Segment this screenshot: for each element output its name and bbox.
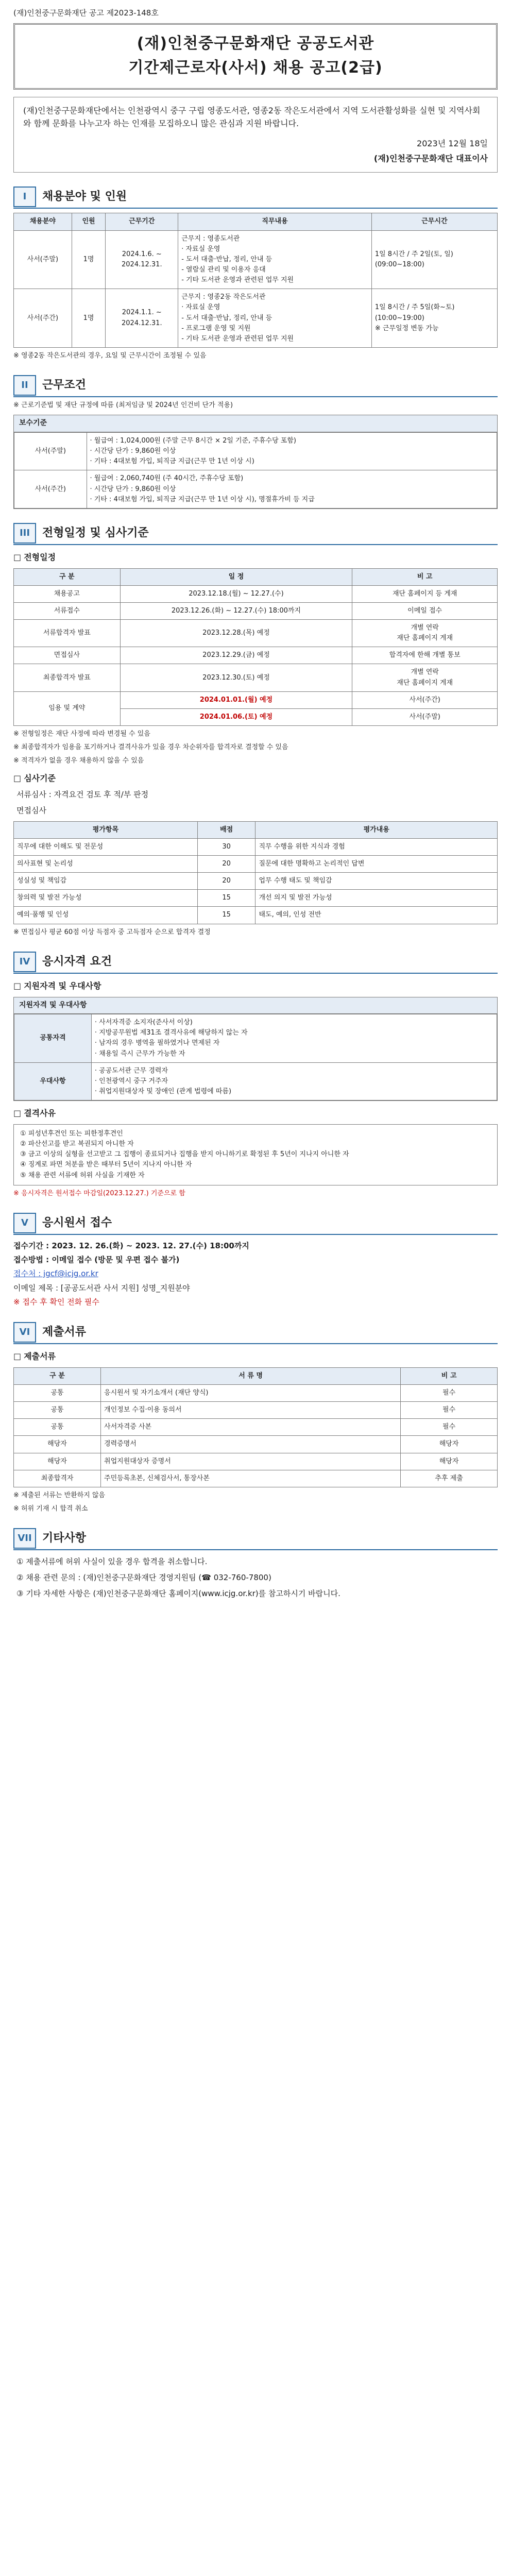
table-row <box>14 1062 497 1100</box>
recruit-duty: 근무지 : 영종2동 작은도서관 · 자료실 운영 - 도서 대출·반납, 정리, 안내 등 - 프로그램 운영 및 지원 - 기타 도서관 운영과 관련된 업무 지원 <box>178 289 372 348</box>
section-number: II <box>13 375 36 396</box>
conditions-field: 사서(주말) <box>14 432 87 470</box>
criteria-cell: 20 <box>197 873 256 890</box>
table-row <box>14 838 498 855</box>
section-recruit <box>13 186 498 361</box>
recruit-table <box>13 213 498 348</box>
schedule-cell: 개별 연락 재단 홈페이지 게재 <box>352 620 498 647</box>
recruit-count: 1명 <box>72 289 106 348</box>
defects-subtitle: □ 결격사유 <box>13 1107 498 1120</box>
docs-cell: 주민등록초본, 신체검사서, 통장사본 <box>101 1470 401 1487</box>
section-title: 기타사항 <box>42 1532 87 1545</box>
docs-cell: 공통 <box>14 1385 101 1402</box>
criteria-header: 평가내용 <box>256 821 498 838</box>
list-item: ② 파산선고를 받고 복권되지 아니한 자 <box>20 1140 134 1148</box>
table-row <box>14 1014 497 1063</box>
table-row <box>14 1402 498 1419</box>
docs-cell: 사서자격증 사본 <box>101 1419 401 1436</box>
qualify-table <box>14 1014 497 1100</box>
docs-cell: 공통 <box>14 1419 101 1436</box>
misc-item: ① 제출서류에 허위 사실이 있을 경우 합격을 취소합니다. <box>16 1557 208 1567</box>
schedule-cell: 2023.12.26.(화) ~ 12.27.(수) 18:00까지 <box>120 602 352 619</box>
apply-item: 이메일 제목 : [공공도서관 사서 지원] 성명_지원분야 <box>13 1283 190 1293</box>
section-number: III <box>13 523 36 544</box>
intro-box <box>13 97 498 173</box>
recruit-duty: 근무지 : 영종도서관 · 자료실 운영 - 도서 대출·반납, 정리, 안내 등 - 열람실 관리 및 이용자 응대 - 기타 도서관 운영과 관련된 업무 지원 <box>178 230 372 289</box>
criteria-cell: 성실성 및 책임감 <box>14 873 198 890</box>
qualify-key: 공통자격 <box>14 1014 92 1063</box>
table-row <box>14 620 498 647</box>
criteria-header: 배점 <box>197 821 256 838</box>
schedule-cell: 최종합격자 발표 <box>14 664 121 691</box>
table-row <box>14 432 497 470</box>
schedule-cell: 서류접수 <box>14 602 121 619</box>
schedule-header: 비 고 <box>352 568 498 585</box>
schedule-note: ※ 전형일정은 재단 사정에 따라 변경될 수 있음 <box>13 730 150 738</box>
section-number: VI <box>13 1322 36 1343</box>
section-apply <box>13 1212 498 1308</box>
conditions-note: ※ 근로기준법 및 재단 규정에 따름 (최저임금 및 2024년 인건비 단가 적용) <box>13 401 233 410</box>
apply-email-link[interactable]: 접수처 : jgcf@icjg.or.kr <box>13 1269 98 1279</box>
docs-cell: 추후 제출 <box>401 1470 498 1487</box>
table-row <box>14 602 498 619</box>
recruit-header: 근무시간 <box>371 213 497 230</box>
docs-cell: 해당자 <box>14 1453 101 1470</box>
criteria-cell: 예의·품행 및 인성 <box>14 907 198 924</box>
schedule-cell: 면접심사 <box>14 647 121 664</box>
recruit-count: 1명 <box>72 230 106 289</box>
section-title: 근무조건 <box>42 379 87 392</box>
schedule-table <box>13 568 498 726</box>
schedule-cell: 2024.01.01.(월) 예정 <box>120 691 352 708</box>
schedule-cell: 임용 및 계약 <box>14 691 121 725</box>
schedule-header: 일 정 <box>120 568 352 585</box>
section-header <box>13 186 498 209</box>
recruit-note: ※ 영종2동 작은도서관의 경우, 요일 및 근무시간이 조정될 수 있음 <box>13 351 207 360</box>
page-title-line2: 기간제근로자(사서) 채용 공고(2급) <box>128 58 383 77</box>
schedule-subtitle: □ 전형일정 <box>13 551 498 564</box>
title-box <box>13 23 498 90</box>
intro-date: 2023년 12월 18일 <box>417 138 488 148</box>
section-header <box>13 1212 498 1235</box>
docs-cell: 응시원서 및 자기소개서 (재단 양식) <box>101 1385 401 1402</box>
schedule-cell: 2023.12.28.(목) 예정 <box>120 620 352 647</box>
docs-cell: 최종합격자 <box>14 1470 101 1487</box>
conditions-field: 사서(주간) <box>14 470 87 508</box>
criteria-b: 면접심사 <box>16 805 46 815</box>
schedule-cell: 2023.12.18.(월) ~ 12.27.(수) <box>120 585 352 602</box>
apply-item: ※ 접수 후 확인 전화 필수 <box>13 1297 99 1307</box>
recruit-field: 사서(주간) <box>14 289 72 348</box>
table-row <box>14 585 498 602</box>
criteria-cell: 창의력 및 발전 가능성 <box>14 890 198 907</box>
section-qualify <box>13 951 498 1199</box>
apply-item: 접수기간 : 2023. 12. 26.(화) ~ 2023. 12. 27.(수) 18:00까지 <box>13 1241 249 1250</box>
criteria-header: 평가항목 <box>14 821 198 838</box>
docs-cell: 해당자 <box>401 1453 498 1470</box>
conditions-table <box>14 432 497 509</box>
criteria-note: ※ 면접심사 평균 60점 이상 득점자 중 고득점자 순으로 합격자 결정 <box>13 928 211 936</box>
criteria-subtitle: □ 심사기준 <box>13 772 498 785</box>
conditions-box-title: 보수기준 <box>14 415 497 432</box>
criteria-cell: 30 <box>197 838 256 855</box>
table-row <box>14 664 498 691</box>
docs-note: ※ 제출된 서류는 반환하지 않음 <box>13 1491 106 1499</box>
schedule-header: 구 분 <box>14 568 121 585</box>
docs-cell: 해당자 <box>14 1436 101 1453</box>
recruit-hours: 1일 8시간 / 주 5일(화~토) (10:00~19:00) ※ 근무일정 변동 가능 <box>371 289 497 348</box>
docs-cell: 필수 <box>401 1385 498 1402</box>
section-title: 응시원서 접수 <box>42 1216 112 1229</box>
criteria-cell: 업무 수행 태도 및 책임감 <box>256 873 498 890</box>
conditions-detail: · 월급여 : 2,060,740원 (주 40시간, 주휴수당 포함) · 시간당 단가 : 9,860원 이상 · 기타 : 4대보험 가입, 퇴직금 지급(근무 만 1년 이상 시), 명절휴가비 등 지급 <box>87 470 497 508</box>
docs-cell: 공통 <box>14 1402 101 1419</box>
table-row <box>14 907 498 924</box>
schedule-cell: 이메일 접수 <box>352 602 498 619</box>
recruit-header: 채용분야 <box>14 213 72 230</box>
page-title-line1: (재)인천중구문화재단 공공도서관 <box>137 35 374 53</box>
recruit-header: 직무내용 <box>178 213 372 230</box>
table-row <box>14 1419 498 1436</box>
list-item: ⑤ 채용 관련 서류에 허위 사실을 기재한 자 <box>20 1171 145 1179</box>
notice-number: (재)인천중구문화재단 공고 제2023-148호 <box>13 8 159 18</box>
qualify-key: 우대사항 <box>14 1062 92 1100</box>
docs-cell: 해당자 <box>401 1436 498 1453</box>
criteria-cell: 의사표현 및 논리성 <box>14 856 198 873</box>
conditions-box <box>13 415 498 509</box>
schedule-cell: 합격자에 한해 개별 통보 <box>352 647 498 664</box>
misc-item: ③ 기타 자세한 사항은 (재)인천중구문화재단 홈페이지(www.icjg.or.kr)를 참고하시기 바랍니다. <box>16 1588 340 1598</box>
criteria-cell: 15 <box>197 907 256 924</box>
section-header <box>13 951 498 974</box>
schedule-cell: 개별 연락 재단 홈페이지 게재 <box>352 664 498 691</box>
conditions-detail: · 월급여 : 1,024,000원 (주말 근무 8시간 × 2일 기준, 주휴수당 포함) · 시간당 단가 : 9,860원 이상 · 기타 : 4대보험 가입, 퇴직금 지급(근무 만 1년 이상 시) <box>87 432 497 470</box>
docs-cell: 경력증명서 <box>101 1436 401 1453</box>
schedule-cell: 2023.12.30.(토) 예정 <box>120 664 352 691</box>
table-row <box>14 856 498 873</box>
schedule-cell: 서류합격자 발표 <box>14 620 121 647</box>
misc-item: ② 채용 관련 문의 : (재)인천중구문화재단 경영지원팀 (☎ 032-760-7800) <box>16 1572 271 1582</box>
qualify-value: · 공공도서관 근무 경력자 · 인천광역시 중구 거주자 · 취업지원대상자 및 장애인 (관계 법령에 따름) <box>91 1062 497 1100</box>
section-header <box>13 375 498 397</box>
table-row <box>14 1470 498 1487</box>
section-header <box>13 1321 498 1344</box>
docs-note: ※ 허위 기재 시 합격 취소 <box>13 1504 88 1513</box>
qualify-subtitle: □ 지원자격 및 우대사항 <box>13 980 498 993</box>
section-title: 채용분야 및 인원 <box>42 190 127 204</box>
criteria-cell: 직무에 대한 이해도 및 전문성 <box>14 838 198 855</box>
schedule-cell: 채용공고 <box>14 585 121 602</box>
apply-item: 접수방법 : 이메일 접수 (방문 및 우편 접수 불가) <box>13 1255 180 1265</box>
docs-cell: 개인정보 수집·이용 동의서 <box>101 1402 401 1419</box>
section-title: 전형일정 및 심사기준 <box>42 526 149 539</box>
section-title: 응시자격 요건 <box>42 955 112 968</box>
criteria-a: 서류심사 : 자격요건 검토 후 적/부 판정 <box>16 790 149 800</box>
section-docs <box>13 1321 498 1514</box>
recruit-header: 근무기간 <box>106 213 178 230</box>
table-row <box>14 1385 498 1402</box>
schedule-cell: 사서(주간) <box>352 691 498 708</box>
docs-cell: 필수 <box>401 1402 498 1419</box>
recruit-period: 2024.1.1. ~ 2024.12.31. <box>106 289 178 348</box>
section-title: 제출서류 <box>42 1326 87 1339</box>
qualify-box <box>13 997 498 1101</box>
intro-text: (재)인천중구문화재단에서는 인천광역시 중구 구립 영종도서관, 영종2동 작은도서관에서 지역 도서관활성화를 실현 및 지역사회와 함께 문화를 나누고자 하는 인재를 모집하오니 많은 관심과 지원 바랍니다. <box>23 106 481 129</box>
docs-table <box>13 1367 498 1487</box>
table-row <box>14 647 498 664</box>
apply-email <box>13 1268 498 1280</box>
table-row <box>14 1436 498 1453</box>
criteria-cell: 15 <box>197 890 256 907</box>
table-row <box>14 470 497 508</box>
qualify-notice: ※ 응시자격은 원서접수 마감일(2023.12.27.) 기준으로 함 <box>13 1189 185 1197</box>
recruit-header: 인원 <box>72 213 106 230</box>
schedule-note: ※ 최종합격자가 임용을 포기하거나 결격사유가 있을 경우 차순위자를 합격자로 결정할 수 있음 <box>13 743 288 752</box>
criteria-cell: 개선 의지 및 발전 가능성 <box>256 890 498 907</box>
docs-header: 서 류 명 <box>101 1367 401 1384</box>
schedule-cell: 사서(주말) <box>352 708 498 725</box>
recruit-hours: 1일 8시간 / 주 2일(토, 일) (09:00~18:00) <box>371 230 497 289</box>
defects-list <box>14 1125 497 1185</box>
criteria-cell: 20 <box>197 856 256 873</box>
section-number: VII <box>13 1528 36 1549</box>
docs-header: 구 분 <box>14 1367 101 1384</box>
schedule-cell: 2023.12.29.(금) 예정 <box>120 647 352 664</box>
criteria-cell: 태도, 예의, 인성 전반 <box>256 907 498 924</box>
section-misc <box>13 1528 498 1600</box>
list-item: ① 피성년후견인 또는 피한정후견인 <box>20 1129 123 1138</box>
schedule-note: ※ 적격자가 없을 경우 채용하지 않을 수 있음 <box>13 757 144 765</box>
table-row <box>14 873 498 890</box>
list-item: ④ 징계로 파면 처분을 받은 때부터 5년이 지나지 아니한 자 <box>20 1161 192 1169</box>
criteria-cell: 질문에 대한 명확하고 논리적인 답변 <box>256 856 498 873</box>
intro-signer: (재)인천중구문화재단 대표이사 <box>373 153 488 163</box>
section-number: IV <box>13 952 36 972</box>
table-row <box>14 289 498 348</box>
section-conditions <box>13 375 498 509</box>
section-schedule <box>13 522 498 938</box>
criteria-table <box>13 821 498 924</box>
qualify-box-title: 지원자격 및 우대사항 <box>14 997 497 1014</box>
criteria-cell: 직무 수행을 위한 지식과 경험 <box>256 838 498 855</box>
section-header <box>13 522 498 545</box>
list-item: ③ 금고 이상의 실형을 선고받고 그 집행이 종료되거나 집행을 받지 아니하기로 확정된 후 5년이 지나지 아니한 자 <box>20 1150 349 1159</box>
schedule-cell: 2024.01.06.(토) 예정 <box>120 708 352 725</box>
docs-cell: 취업지원대상자 증명서 <box>101 1453 401 1470</box>
defects-box <box>13 1124 498 1185</box>
section-header <box>13 1528 498 1550</box>
section-number: I <box>13 187 36 207</box>
schedule-cell: 재단 홈페이지 등 게재 <box>352 585 498 602</box>
table-row <box>14 230 498 289</box>
section-number: V <box>13 1213 36 1233</box>
docs-header: 비 고 <box>401 1367 498 1384</box>
docs-cell: 필수 <box>401 1419 498 1436</box>
qualify-value: · 사서자격증 소지자(준사서 이상) · 지방공무원법 제31조 결격사유에 해당하지 않는 자 · 남자의 경우 병역을 필하였거나 면제된 자 · 채용일 즉시 근무가 가능한 자 <box>91 1014 497 1063</box>
recruit-field: 사서(주말) <box>14 230 72 289</box>
table-row <box>14 890 498 907</box>
table-row <box>14 1453 498 1470</box>
docs-subtitle: □ 제출서류 <box>13 1350 498 1363</box>
recruit-period: 2024.1.6. ~ 2024.12.31. <box>106 230 178 289</box>
table-row <box>14 691 498 708</box>
